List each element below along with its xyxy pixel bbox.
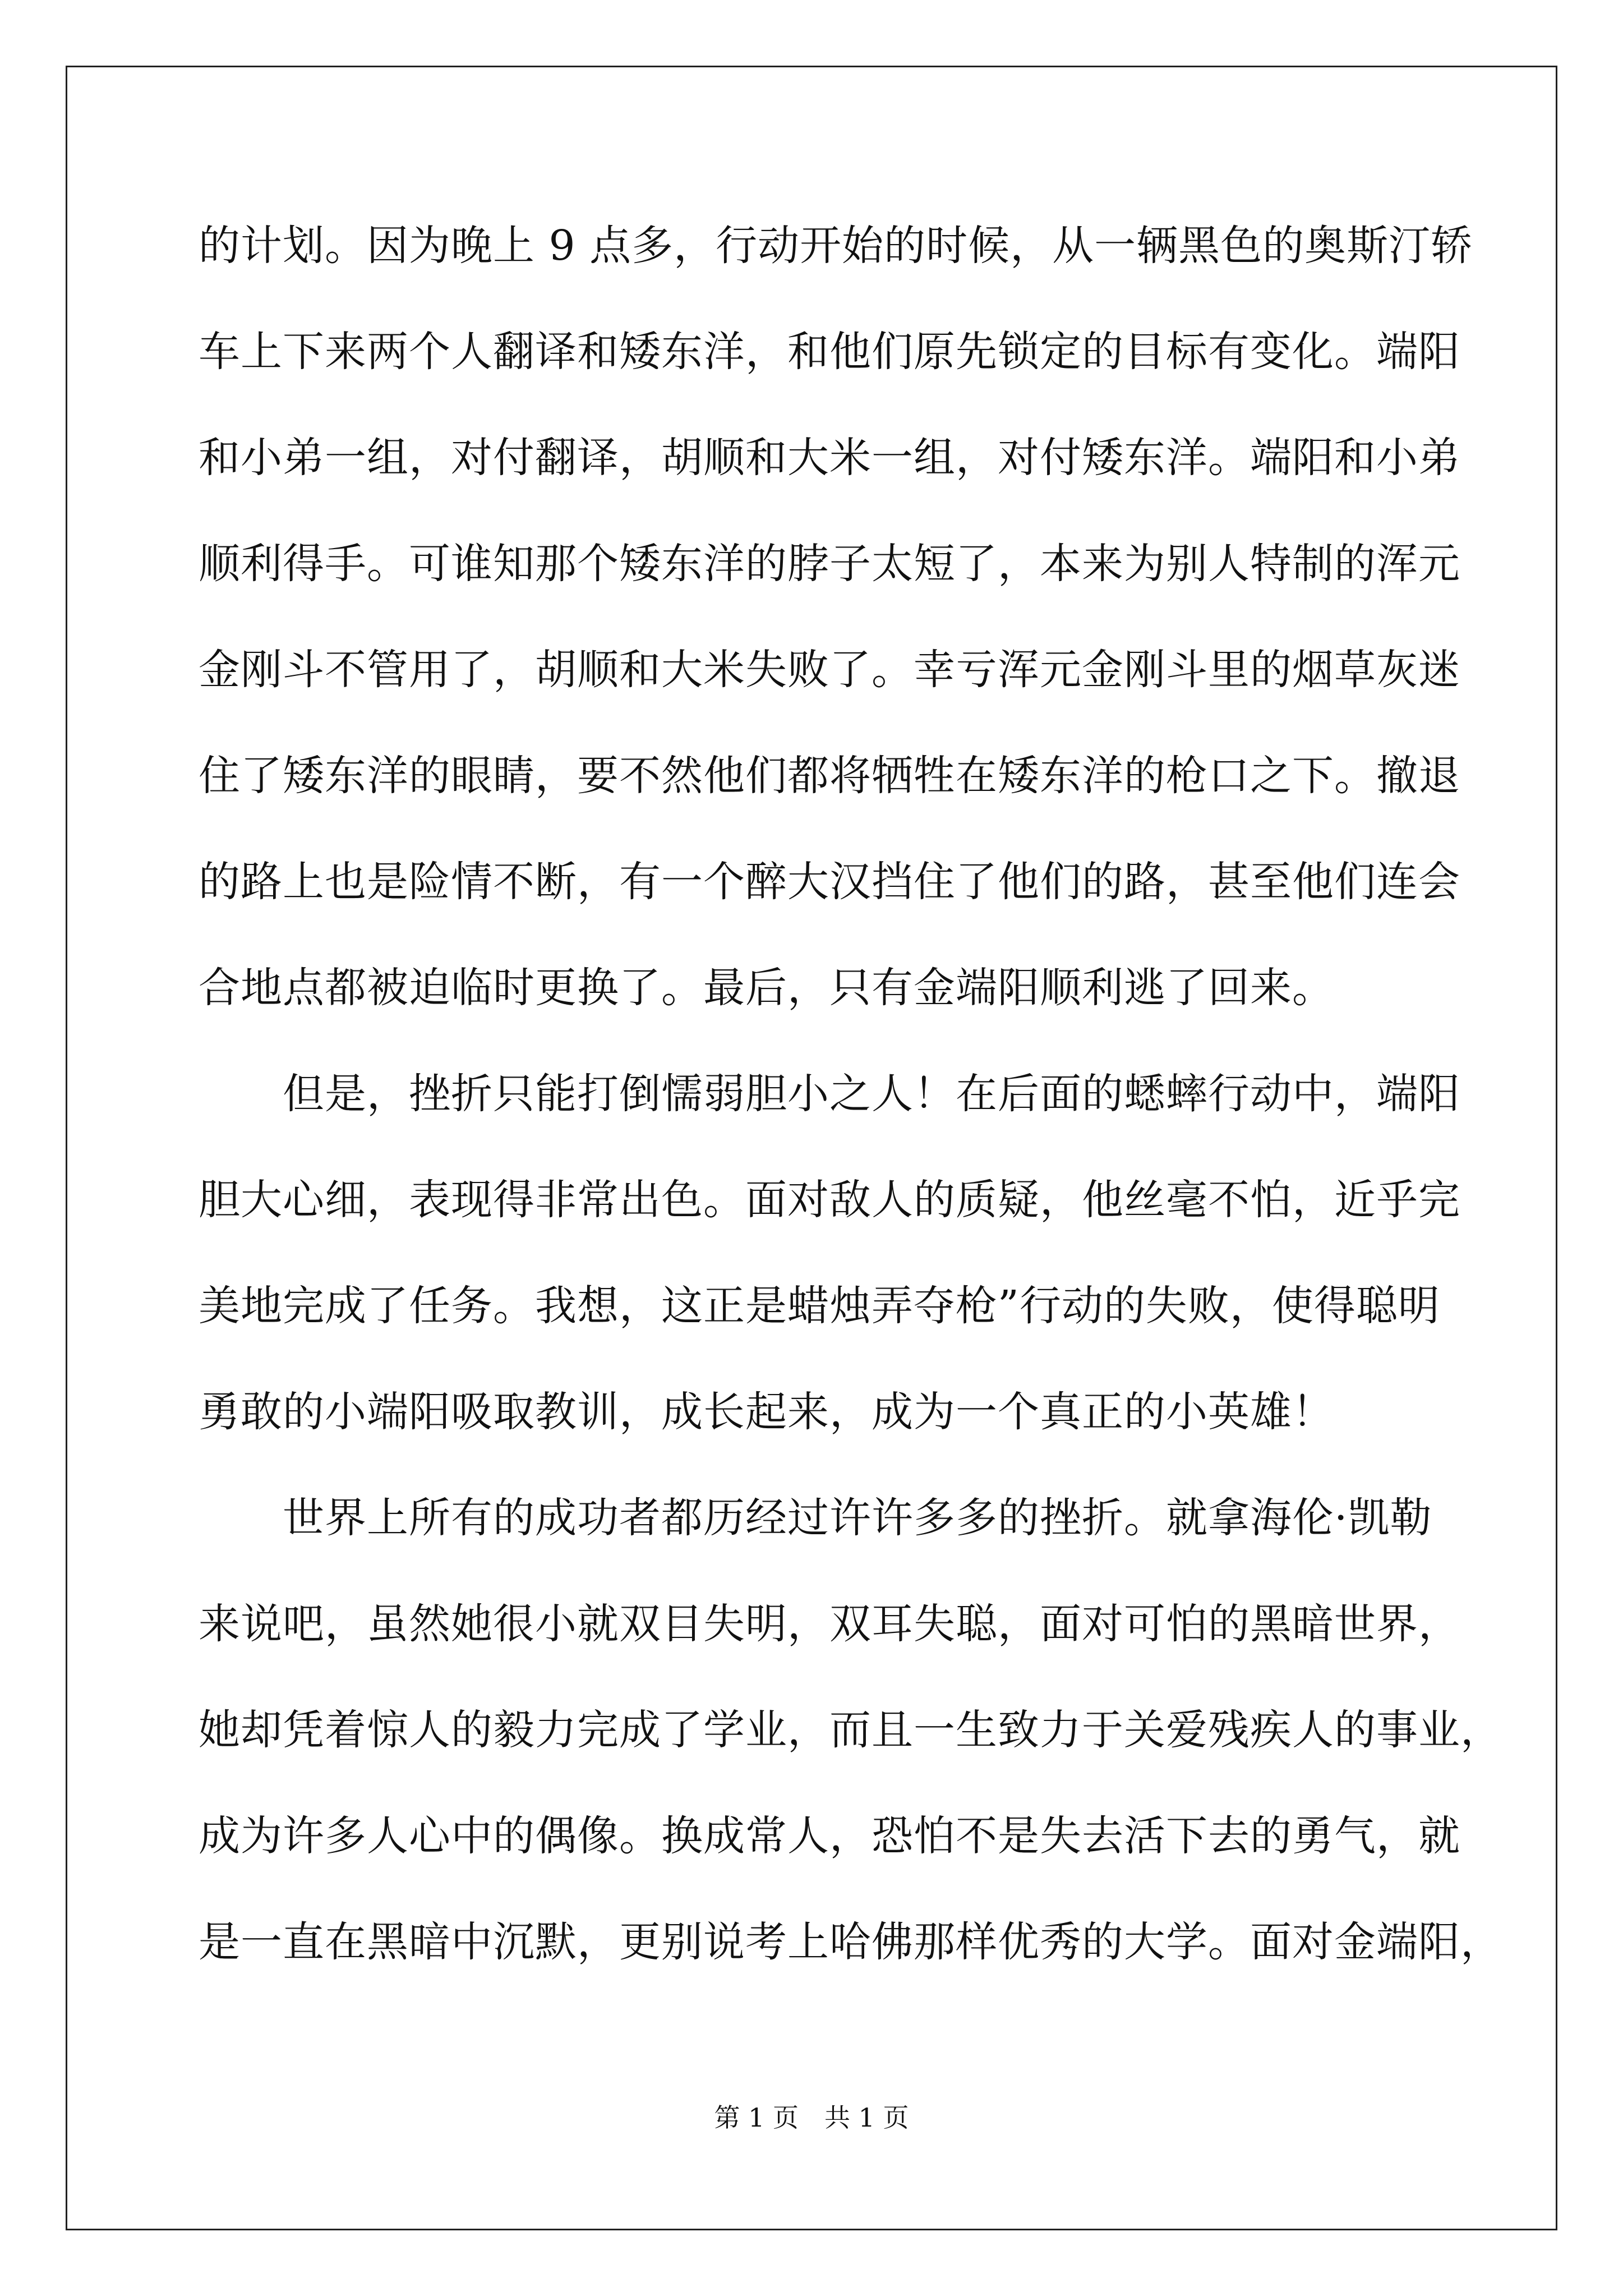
text-line: 勇敢的小端阳吸取教训，成长起来，成为一个真正的小英雄！ — [199, 1388, 1334, 1436]
text-line: 住了矮东洋的眼睛，要不然他们都将牺牲在矮东洋的枪口之下。撤退 — [199, 752, 1460, 800]
text-line: 胆大心细，表现得非常出色。面对敌人的质疑，他丝毫不怕，近乎完 — [199, 1176, 1460, 1224]
text-line: 的计划。因为晚上 9 点多，行动开始的时候，从一辆黑色的奥斯汀轿 — [199, 222, 1473, 270]
text-line: 她却凭着惊人的毅力完成了学业，而且一生致力于关爱残疾人的事业， — [199, 1706, 1502, 1754]
paragraph-start-line: 世界上所有的成功者都历经过许许多多的挫折。就拿海伦·凯勒 — [283, 1494, 1432, 1542]
page-footer: 第 1 页 共 1 页 — [714, 2102, 909, 2133]
document-body — [199, 215, 1502, 2017]
text-line: 和小弟一组，对付翻译，胡顺和大米一组，对付矮东洋。端阳和小弟 — [199, 434, 1460, 482]
text-line: 合地点都被迫临时更换了。最后，只有金端阳顺利逃了回来。 — [199, 964, 1334, 1012]
text-line: 车上下来两个人翻译和矮东洋，和他们原先锁定的目标有变化。端阳 — [199, 328, 1460, 376]
text-line: 来说吧，虽然她很小就双目失明，双耳失聪，面对可怕的黑暗世界， — [199, 1600, 1460, 1648]
paragraph-start-line: 但是，挫折只能打倒懦弱胆小之人！在后面的蟋蟀行动中，端阳 — [283, 1070, 1460, 1118]
text-line: 顺利得手。可谁知那个矮东洋的脖子太短了，本来为别人特制的浑元 — [199, 540, 1460, 588]
text-line: 是一直在黑暗中沉默，更别说考上哈佛那样优秀的大学。面对金端阳， — [199, 1918, 1502, 1966]
text-line: 美地完成了任务。我想，这正是蜡烛弄夺枪”行动的失败，使得聪明 — [199, 1282, 1440, 1330]
text-line: 的路上也是险情不断，有一个醉大汉挡住了他们的路，甚至他们连会 — [199, 858, 1460, 906]
text-line: 成为许多人心中的偶像。换成常人，恐怕不是失去活下去的勇气，就 — [199, 1812, 1460, 1860]
text-line: 金刚斗不管用了，胡顺和大米失败了。幸亏浑元金刚斗里的烟草灰迷 — [199, 646, 1460, 694]
